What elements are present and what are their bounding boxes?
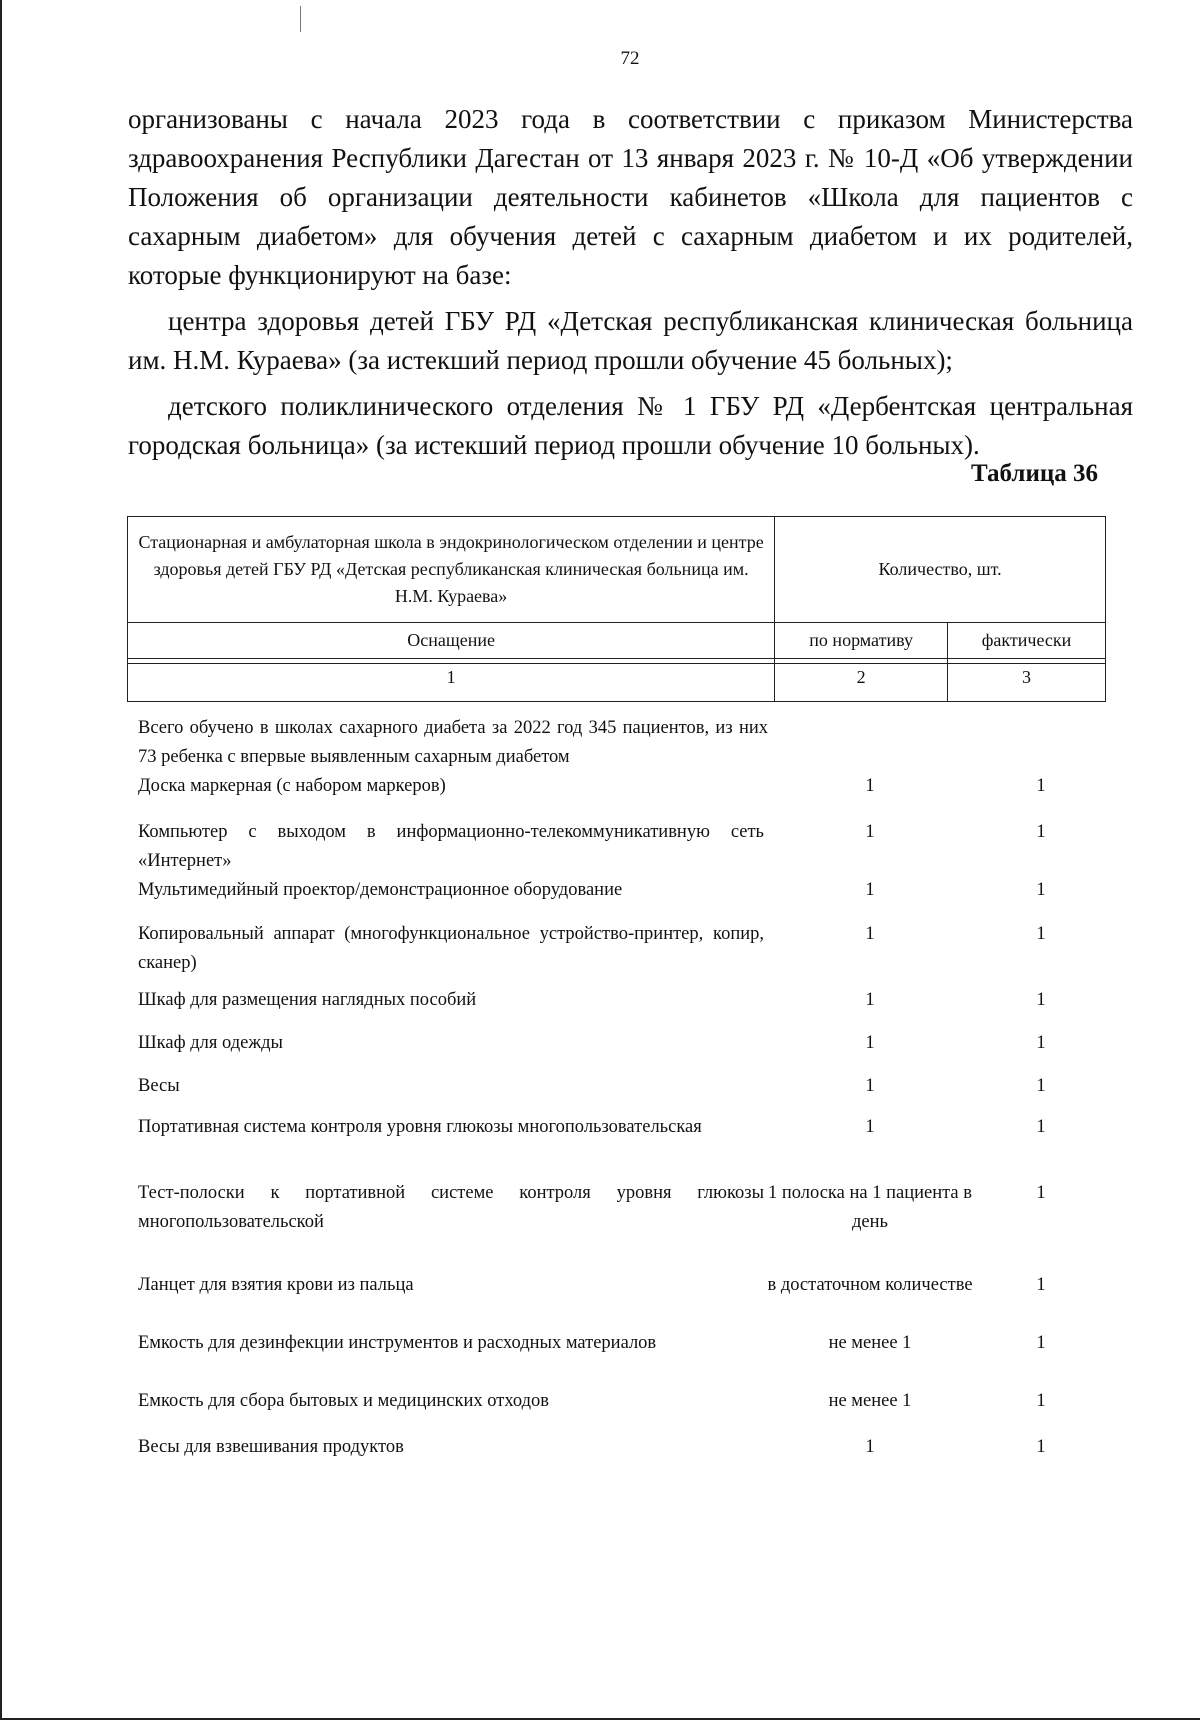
- table-row: [138, 818, 1106, 876]
- table-row: [138, 1329, 1106, 1387]
- actual-value: 1: [1036, 822, 1046, 842]
- norm-value: не менее 1: [828, 1391, 912, 1411]
- actual-value: 1: [1036, 880, 1046, 900]
- column-number-2: 2: [775, 664, 948, 702]
- table-row: [138, 1029, 1106, 1072]
- table-row: [138, 920, 1106, 986]
- table-header: [127, 516, 1106, 702]
- norm-value: 1: [865, 1033, 875, 1053]
- equipment-name: Мультимедийный проектор/демонстрационное оборудование: [138, 880, 623, 900]
- header-quantity: Количество, шт.: [775, 517, 1106, 623]
- column-number-1: 1: [128, 664, 775, 702]
- column-actual: фактически: [948, 623, 1106, 659]
- actual-value: 1: [1036, 1183, 1046, 1203]
- paragraph-2: центра здоровья детей ГБУ РД «Детская республиканская клиническая больница им. Н.М. Кураева» (за истекший период прошли обучение 45 больных);: [128, 306, 1133, 375]
- actual-value: 1: [1036, 924, 1046, 944]
- actual-value: 1: [1036, 1391, 1046, 1411]
- norm-value: 1: [865, 990, 875, 1010]
- equipment-name: Емкость для сбора бытовых и медицинских отходов: [138, 1391, 550, 1411]
- column-equipment: Оснащение: [128, 623, 775, 659]
- paragraph-1: организованы с начала 2023 года в соответствии с приказом Министерства здравоохранения Республики Дагестан от 13 января 2023 г. № 10-Д «Об утверждении Положения об организации деятельности кабинетов «Школа для пациентов с сахарным диабетом» для обучения детей с сахарным диабетом и их родителей, которые функционируют на базе:: [128, 104, 1133, 290]
- norm-value: 1: [865, 1437, 875, 1457]
- table-row: [138, 1387, 1106, 1433]
- equipment-name: Весы: [138, 1076, 180, 1096]
- norm-value: 1 полоска на 1 пациента в день: [768, 1183, 972, 1232]
- actual-value: 1: [1036, 776, 1046, 796]
- paragraph-3: детского поликлинического отделения № 1 ГБУ РД «Дербентская центральная городская больница» (за истекший период прошли обучение 10 больных).: [128, 391, 1133, 460]
- norm-value: 1: [865, 924, 875, 944]
- actual-value: 1: [1036, 990, 1046, 1010]
- norm-value: в достаточном количестве: [767, 1275, 973, 1295]
- actual-value: 1: [1036, 1333, 1046, 1353]
- equipment-name: Ланцет для взятия крови из пальца: [138, 1275, 414, 1295]
- table-body: [138, 714, 1106, 1473]
- training-summary: Всего обучено в школах сахарного диабета за 2022 год 345 пациентов, из них 73 ребенка с впервые выявленным сахарным диабетом: [138, 718, 768, 767]
- actual-value: 1: [1036, 1033, 1046, 1053]
- equipment-name: Доска маркерная (с набором маркеров): [138, 776, 446, 796]
- norm-value: 1: [865, 776, 875, 796]
- column-number-3: 3: [948, 664, 1106, 702]
- equipment-name: Шкаф для размещения наглядных пособий: [138, 990, 477, 1010]
- table-row: [138, 1179, 1106, 1271]
- actual-value: 1: [1036, 1275, 1046, 1295]
- page-number: 72: [620, 48, 640, 69]
- equipment-name: Тест-полоски к портативной системе контроля уровня глюкозы многопользовательской: [138, 1183, 764, 1232]
- column-norm: по нормативу: [775, 623, 948, 659]
- body-text: [128, 100, 1133, 465]
- norm-value: 1: [865, 1117, 875, 1137]
- equipment-name: Емкость для дезинфекции инструментов и расходных материалов: [138, 1333, 657, 1353]
- equipment-name: Компьютер с выходом в информационно-телекоммуникативную сеть «Интернет»: [138, 822, 764, 871]
- table-row: [138, 876, 1106, 920]
- scan-border-left: [0, 0, 2, 1720]
- norm-value: 1: [865, 1076, 875, 1096]
- table-row: [138, 986, 1106, 1029]
- actual-value: 1: [1036, 1437, 1046, 1457]
- actual-value: 1: [1036, 1076, 1046, 1096]
- scan-artifact-mark: [300, 6, 301, 32]
- table-row: [138, 1271, 1106, 1329]
- norm-value: 1: [865, 880, 875, 900]
- table-row: [138, 1072, 1106, 1113]
- table-label: Таблица 36: [970, 460, 1098, 487]
- equipment-name: Весы для взвешивания продуктов: [138, 1437, 404, 1457]
- norm-value: не менее 1: [828, 1333, 912, 1353]
- header-main: Стационарная и амбулаторная школа в эндокринологическом отделении и центре здоровья детей ГБУ РД «Детская республиканская клиническая больница им. Н.М. Кураева»: [128, 517, 775, 623]
- table-row: [138, 1433, 1106, 1473]
- equipment-name: Копировальный аппарат (многофункциональное устройство-принтер, копир, сканер): [138, 924, 764, 973]
- norm-value: 1: [865, 822, 875, 842]
- equipment-name: Портативная система контроля уровня глюкозы многопользовательская: [138, 1117, 702, 1137]
- actual-value: 1: [1036, 1117, 1046, 1137]
- equipment-name: Шкаф для одежды: [138, 1033, 283, 1053]
- table-row: [138, 1113, 1106, 1179]
- table-row: [138, 772, 1106, 818]
